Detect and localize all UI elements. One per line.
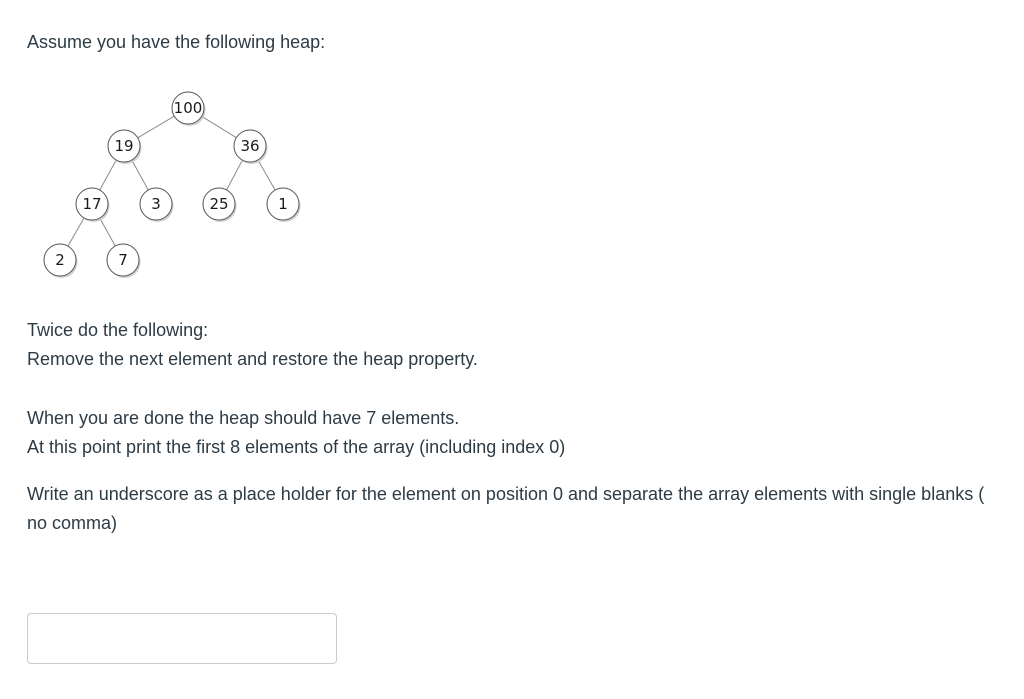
- heap-node-value: 2: [55, 251, 65, 269]
- heap-edge: [100, 160, 117, 190]
- instruction-format: Write an underscore as a place holder for the element on position 0 and separate the array elements with single blanks ( no comma): [27, 484, 985, 533]
- heap-node: [76, 188, 110, 222]
- heap-node: [107, 244, 141, 278]
- instruction-remove: Remove the next element and restore the heap property.: [27, 349, 478, 369]
- instruction-repeat: Twice do the following:: [27, 320, 209, 340]
- heap-edge: [202, 116, 237, 137]
- heap-nodes: [44, 92, 301, 278]
- heap-node: [172, 92, 206, 126]
- answer-input[interactable]: [27, 613, 337, 664]
- heap-edge: [138, 116, 174, 138]
- heap-edge: [100, 218, 116, 246]
- heap-node-value: 19: [114, 137, 134, 155]
- heap-edge: [68, 218, 84, 246]
- heap-edge: [258, 160, 275, 190]
- instruction-element-count: When you are done the heap should have 7 elements.: [27, 408, 460, 428]
- heap-node-value: 100: [173, 99, 203, 117]
- instruction-print: At this point print the first 8 elements of the array (including index 0): [27, 437, 566, 457]
- heap-node: [234, 130, 268, 164]
- heap-edge: [132, 160, 149, 190]
- heap-node: [203, 188, 237, 222]
- heap-node: [140, 188, 174, 222]
- heap-node: [108, 130, 142, 164]
- heap-node-value: 36: [240, 137, 260, 155]
- question-prompt: Assume you have the following heap:: [27, 32, 326, 52]
- heap-node: [44, 244, 78, 278]
- heap-node: [267, 188, 301, 222]
- heap-node-value: 1: [278, 195, 288, 213]
- heap-node-value: 7: [118, 251, 128, 269]
- heap-node-value: 3: [151, 195, 161, 213]
- heap-node-value: 25: [209, 195, 229, 213]
- heap-node-value: 17: [82, 195, 102, 213]
- heap-edge: [227, 160, 243, 190]
